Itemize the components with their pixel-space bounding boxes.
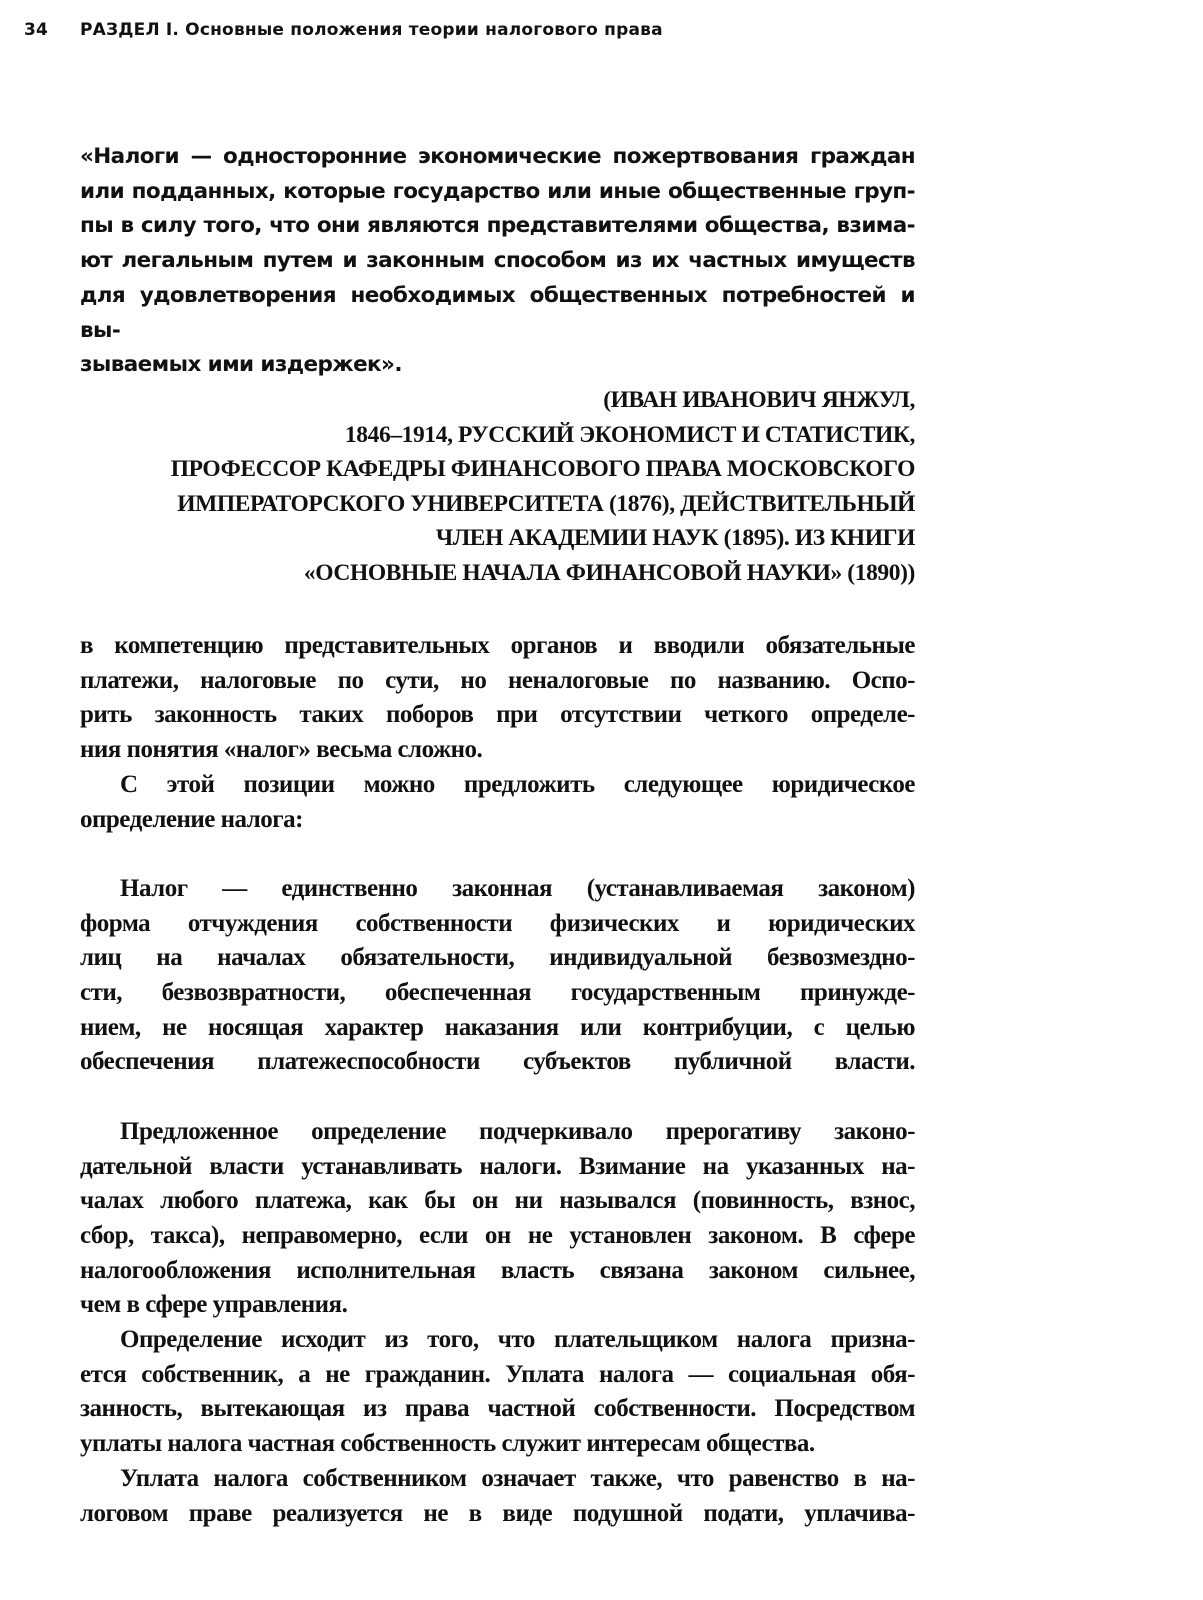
text-line: чем в сфере управления. <box>80 1291 348 1319</box>
text-line: занность, вытекающая из права частной собственности. Посредством <box>80 1395 915 1423</box>
text-line: рить законность таких поборов при отсутствии четкого определе- <box>80 701 915 729</box>
running-header <box>24 20 663 40</box>
text-line: чалах любого платежа, как бы он ни назывался (повинность, взнос, <box>80 1187 915 1215</box>
text-line: Определение исходит из того, что плательщиком налога призна- <box>120 1326 915 1354</box>
epigraph-line: пы в силу того, что они являются представителями общества, взима- <box>80 213 915 239</box>
definition-line: обеспечения платежеспособности субъектов публичной власти. <box>80 1048 915 1076</box>
page-number: 34 <box>24 20 49 40</box>
attribution-line: ПРОФЕССОР КАФЕДРЫ ФИНАНСОВОГО ПРАВА МОСКОВСКОГО <box>170 456 915 483</box>
epigraph-line: «Налоги — односторонние экономические пожертвования граждан <box>80 144 915 169</box>
text-line: в компетенцию представительных органов и вводили обязательные <box>80 632 915 659</box>
definition-line: нием, не носящая характер наказания или контрибуции, с целью <box>80 1013 915 1041</box>
attribution-line: ИМПЕРАТОРСКОГО УНИВЕРСИТЕТА (1876), ДЕЙСТВИТЕЛЬНЫЙ <box>177 490 915 517</box>
epigraph-line: ют легальным путем и законным способом из их частных имуществ <box>80 248 915 274</box>
paragraph <box>80 1323 915 1462</box>
text-line: Уплата налога собственником означает также, что равенство в на- <box>120 1464 915 1492</box>
text-line: платежи, налоговые по сути, но неналоговые по названию. Оспо- <box>80 666 915 694</box>
text-line: уплаты налога частная собственность служит интересам общества. <box>80 1430 815 1458</box>
text-line: ния понятия «налог» весьма сложно. <box>80 736 483 764</box>
paragraph <box>80 768 915 837</box>
main-text <box>80 629 915 1531</box>
paragraph <box>80 629 915 768</box>
definition-line: форма отчуждения собственности физических и юридических <box>80 909 915 937</box>
paragraph <box>80 1462 915 1531</box>
text-line: С этой позиции можно предложить следующее юридическое <box>120 770 915 798</box>
text-line: налогообложения исполнительная власть связана законом сильнее, <box>80 1256 915 1284</box>
epigraph <box>80 140 915 590</box>
attribution-line: (ИВАН ИВАНОВИЧ ЯНЖУЛ, <box>603 386 915 413</box>
attribution-line: ЧЛЕН АКАДЕМИИ НАУК (1895). ИЗ КНИГИ <box>435 525 915 552</box>
epigraph-line: зываемых ими издержек». <box>80 352 402 378</box>
attribution-line: «ОСНОВНЫЕ НАЧАЛА ФИНАНСОВОЙ НАУКИ» (1890)) <box>303 559 915 586</box>
attribution-line: 1846–1914, РУССКИЙ ЭКОНОМИСТ И СТАТИСТИК, <box>344 421 915 448</box>
epigraph-line: для удовлетворения необходимых общественных потребностей и вы- <box>80 282 915 343</box>
definition-line: Налог — единственно законная (устанавливаемая законом) <box>120 874 915 902</box>
definition-line: лиц на началах обязательности, индивидуальной безвозмездно- <box>80 944 915 972</box>
text-line: дательной власти устанавливать налоги. Взимание на указанных на- <box>80 1152 915 1180</box>
text-line: Предложенное определение подчеркивало прерогативу законо- <box>120 1117 915 1145</box>
section-title: РАЗДЕЛ I. Основные положения теории налогового права <box>80 20 663 40</box>
tax-definition <box>80 872 915 1080</box>
epigraph-attribution <box>80 383 915 591</box>
text-line: определение налога: <box>80 805 303 833</box>
definition-line: сти, безвозвратности, обеспеченная государственным принужде- <box>80 979 915 1007</box>
paragraph <box>80 1115 915 1323</box>
epigraph-line: или подданных, которые государство или иные общественные груп- <box>80 178 915 204</box>
text-line: логовом праве реализуется не в виде подушной подати, уплачива- <box>80 1499 915 1527</box>
text-line: ется собственник, а не гражданин. Уплата налога — социальная обя- <box>80 1360 915 1388</box>
epigraph-quote <box>80 140 915 383</box>
text-line: сбор, такса), неправомерно, если он не установлен законом. В сфере <box>80 1221 915 1249</box>
